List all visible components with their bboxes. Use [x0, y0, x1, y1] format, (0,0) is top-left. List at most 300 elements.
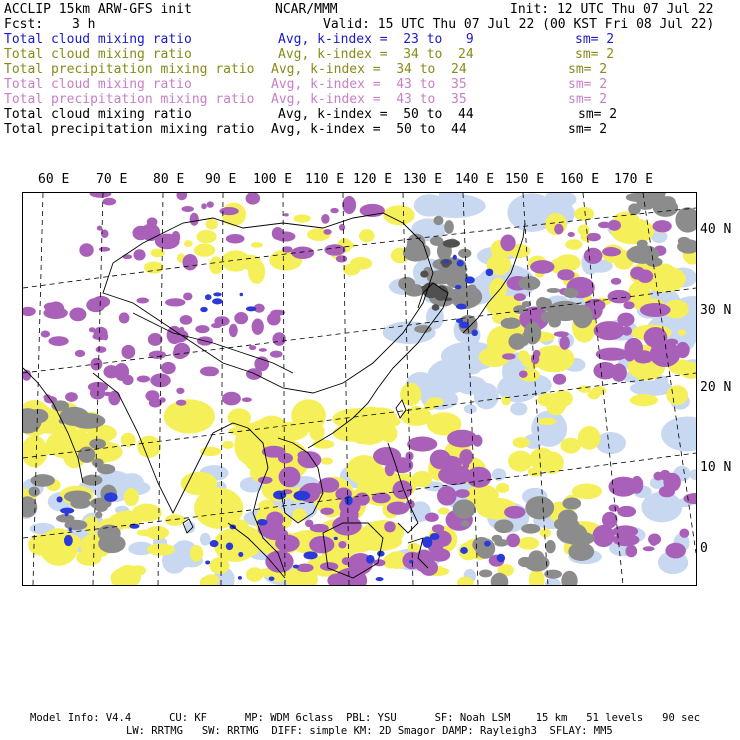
precip-mid — [234, 312, 248, 324]
precip-low — [518, 537, 539, 550]
precip-high — [501, 318, 521, 329]
precip-high — [646, 257, 663, 267]
precip-high — [513, 305, 526, 314]
cloud-upper — [366, 555, 375, 564]
precip-low — [508, 451, 533, 472]
precip-mid — [270, 351, 283, 358]
precip-mid — [500, 235, 515, 252]
precip-mid — [462, 460, 469, 469]
precip-core — [420, 271, 428, 278]
precip-low — [293, 214, 310, 222]
precip-mid — [136, 297, 148, 303]
precip-mid — [592, 525, 614, 547]
legend-avg: Avg, k-index = 23 to 9 — [278, 32, 474, 47]
precip-mid — [640, 303, 671, 317]
precip-low — [666, 385, 688, 405]
precip-mid — [339, 224, 345, 231]
precip-high — [82, 475, 103, 486]
precip-core — [432, 304, 440, 311]
precip-mid — [330, 208, 338, 213]
precip-high — [521, 524, 540, 534]
precip-high — [444, 220, 454, 234]
precip-mid — [649, 536, 658, 546]
precip-mid — [165, 298, 185, 306]
cloud-upper — [345, 495, 353, 505]
precip-low — [194, 244, 216, 257]
precip-mid — [421, 439, 435, 445]
model-info-line2: LW: RRTMG SW: RRTMG DIFF: simple KM: 2D Smagor DAMP: Rayleigh3 SFLAY: MM5 — [126, 725, 613, 737]
cloud-upper — [377, 551, 385, 557]
precip-mid — [114, 363, 129, 381]
cloud-upper — [293, 491, 310, 501]
longitude-label: 170 E — [614, 172, 654, 187]
precip-mid — [147, 217, 158, 226]
cloud-upper — [104, 492, 117, 502]
cloud-upper — [334, 537, 338, 540]
forecast-hour: 3 h — [72, 17, 96, 32]
precip-mid — [323, 229, 331, 235]
precip-low — [427, 397, 444, 406]
precip-mid — [266, 512, 284, 527]
precip-core — [443, 239, 460, 247]
cloud-upper — [212, 298, 223, 304]
precip-mid — [324, 244, 345, 255]
precip-low — [530, 448, 555, 471]
legend-avg: Avg, k-index = 50 to 44 — [278, 107, 474, 122]
precip-mid — [69, 308, 86, 322]
precip-low — [28, 534, 51, 555]
longitude-label: 140 E — [455, 172, 495, 187]
precip-mid — [554, 331, 569, 337]
precip-mid — [602, 512, 617, 529]
precip-mid — [596, 348, 629, 361]
precip-mid — [97, 226, 103, 231]
legend-field: Total precipitation mixing ratio — [4, 92, 255, 107]
longitude-label: 100 E — [253, 172, 293, 187]
cloud-upper — [210, 540, 219, 547]
precip-low — [343, 263, 360, 275]
precip-mid — [183, 292, 192, 300]
precip-mid — [617, 313, 634, 327]
legend-smoothing: sm= 2 — [575, 32, 615, 47]
precip-low — [222, 441, 234, 449]
precip-low — [176, 409, 189, 421]
precip-mid — [336, 255, 347, 262]
latitude-label: 0 — [700, 541, 708, 556]
precip-mid — [176, 400, 186, 406]
cloud-light — [419, 206, 436, 215]
precip-mid — [267, 312, 281, 325]
precip-mid — [593, 362, 617, 379]
precip-high — [564, 531, 594, 545]
precip-mid — [252, 319, 264, 335]
precip-mid — [222, 392, 241, 406]
precip-mid — [342, 557, 352, 565]
cloud-upper — [455, 285, 461, 289]
precip-low — [321, 457, 333, 464]
latitude-label: 30 N — [700, 303, 732, 318]
longitude-label: 70 E — [96, 172, 128, 187]
precip-mid — [249, 345, 256, 350]
precip-mid — [174, 343, 191, 358]
precip-mid — [149, 351, 166, 359]
cloud-light — [420, 371, 465, 392]
precip-mid — [384, 521, 395, 532]
precip-high — [518, 276, 540, 290]
cloud-light — [510, 402, 527, 415]
cloud-upper — [246, 306, 257, 311]
precip-high — [492, 535, 503, 542]
legend-avg: Avg, k-index = 34 to 24 — [278, 47, 474, 62]
latitude-label: 10 N — [700, 460, 732, 475]
precip-low — [190, 545, 203, 562]
precip-mid — [455, 489, 470, 498]
latitude-label: 20 N — [700, 380, 732, 395]
cloud-upper — [303, 551, 317, 559]
precip-high — [566, 519, 579, 528]
cloud-upper — [205, 294, 212, 300]
latitude-label: 40 N — [700, 222, 732, 237]
precip-high — [31, 474, 55, 487]
legend-field: Total precipitation mixing ratio — [4, 122, 255, 137]
precip-mid — [102, 198, 116, 206]
precip-low — [23, 435, 47, 467]
precip-mid — [340, 506, 359, 524]
precip-low — [578, 426, 601, 450]
map-panel — [22, 192, 697, 586]
precip-mid — [207, 201, 214, 207]
precip-mid — [258, 476, 273, 483]
init-time: Init: 12 UTC Thu 07 Jul 22 — [510, 2, 714, 17]
legend-smoothing: sm= 2 — [568, 92, 608, 107]
cloud-upper — [460, 547, 468, 554]
precip-mid — [41, 331, 50, 338]
precip-low — [630, 394, 658, 406]
precip-low — [196, 230, 216, 243]
precip-mid — [598, 222, 611, 229]
precip-high — [407, 284, 413, 292]
forecast-label: Fcst: — [4, 17, 44, 32]
longitude-label: 80 E — [153, 172, 185, 187]
precip-high — [637, 240, 648, 247]
cloud-light — [690, 469, 696, 480]
cloud-upper — [457, 260, 464, 267]
precip-mid — [96, 346, 107, 353]
precip-low — [578, 224, 590, 235]
longitude-label: 120 E — [353, 172, 393, 187]
longitude-label: 150 E — [505, 172, 545, 187]
precip-low — [408, 543, 421, 553]
precip-mid — [279, 467, 301, 488]
precip-high — [29, 486, 40, 496]
precip-low — [144, 261, 164, 273]
legend-field: Total cloud mixing ratio — [4, 107, 192, 122]
model-info-line1: Model Info: V4.4 CU: KF MP: WDM 6class PBL: YSU SF: Noah LSM 15 km 51 levels 90 sec — [30, 712, 701, 724]
legend-smoothing: sm= 2 — [568, 122, 608, 137]
precip-low — [251, 242, 263, 248]
precip-high — [572, 305, 593, 328]
organization: NCAR/MMM — [275, 2, 338, 17]
precip-mid — [99, 247, 110, 252]
precip-high — [545, 540, 555, 553]
precip-mid — [611, 278, 622, 285]
precip-high — [547, 288, 561, 293]
precip-mid — [531, 354, 539, 365]
precip-high — [433, 216, 443, 225]
precip-mid — [182, 206, 194, 212]
precip-mid — [554, 224, 563, 235]
precip-low — [540, 528, 551, 538]
precip-core — [443, 297, 452, 301]
precip-low — [146, 526, 169, 540]
precip-mid — [75, 350, 85, 357]
legend-smoothing: sm= 2 — [568, 77, 608, 92]
precip-mid — [613, 525, 639, 537]
precip-mid — [176, 388, 184, 394]
precip-mid — [676, 342, 690, 358]
precip-high — [458, 249, 471, 259]
precip-mid — [617, 506, 636, 517]
precip-mid — [560, 336, 570, 350]
precip-low — [234, 520, 249, 534]
precip-low — [209, 256, 223, 274]
precip-low — [574, 207, 594, 221]
precip-high — [529, 550, 545, 564]
precip-mid — [89, 327, 96, 332]
precip-mid — [679, 528, 689, 537]
legend-avg: Avg, k-index = 43 to 35 — [271, 77, 467, 92]
precip-mid — [435, 549, 441, 556]
precip-mid — [623, 301, 634, 309]
precip-mid — [190, 213, 199, 226]
legend-field: Total precipitation mixing ratio — [4, 62, 255, 77]
cloud-light — [200, 533, 211, 546]
precip-mid — [633, 350, 653, 363]
legend-avg: Avg, k-index = 34 to 24 — [271, 62, 467, 77]
precip-low — [565, 239, 582, 250]
precip-low — [209, 557, 229, 574]
precip-mid — [502, 353, 516, 359]
precip-mid — [602, 247, 619, 256]
precip-mid — [23, 307, 36, 316]
precip-mid — [338, 541, 346, 548]
precip-mid — [229, 324, 238, 338]
precip-high — [513, 338, 528, 347]
precip-high — [525, 496, 554, 519]
cloud-upper — [57, 496, 63, 502]
precip-mid — [155, 234, 180, 250]
precip-low — [668, 272, 682, 291]
cloud-upper — [453, 255, 457, 260]
legend-field: Total cloud mixing ratio — [4, 77, 192, 92]
precip-high — [95, 511, 102, 518]
precip-mid — [265, 550, 293, 572]
precip-mid — [652, 220, 671, 232]
precip-low — [381, 424, 398, 442]
cloud-upper — [484, 541, 491, 547]
run-title: ACCLIP 15km ARW-GFS init — [4, 2, 192, 17]
cloud-upper — [200, 307, 208, 312]
precip-mid — [309, 536, 334, 553]
precip-mid — [48, 336, 68, 346]
precip-mid — [665, 543, 686, 559]
precip-high — [561, 571, 577, 585]
precip-mid — [246, 193, 261, 205]
precip-mid — [587, 233, 601, 242]
precip-mid — [297, 451, 321, 468]
precip-mid — [278, 453, 293, 464]
cloud-upper — [456, 304, 467, 310]
precip-mid — [137, 375, 150, 382]
legend-smoothing: sm= 2 — [578, 107, 618, 122]
precip-mid — [148, 333, 163, 346]
precip-mid — [226, 234, 245, 244]
precip-high — [461, 520, 470, 527]
precip-mid — [631, 476, 644, 494]
precip-mid — [272, 227, 284, 240]
precip-mid — [43, 307, 67, 319]
precip-high — [64, 520, 87, 530]
precip-mid — [553, 374, 566, 385]
valid-time: Valid: 15 UTC Thu 07 Jul 22 (00 KST Fri 08 Jul 22) — [323, 17, 715, 32]
cloud-upper — [64, 535, 73, 546]
cloud-upper — [205, 560, 210, 564]
precip-mid — [608, 290, 631, 303]
precip-mid — [90, 193, 112, 198]
precip-mid — [321, 214, 329, 224]
cloud-upper — [213, 292, 221, 296]
precip-low — [147, 544, 175, 556]
precip-low — [537, 393, 557, 407]
cloud-upper — [238, 576, 242, 580]
precip-mid — [133, 249, 145, 260]
precip-mid — [92, 296, 110, 308]
precip-mid — [637, 270, 653, 283]
precip-mid — [660, 470, 671, 481]
precip-low — [518, 350, 529, 361]
precip-mid — [242, 397, 252, 402]
legend-smoothing: sm= 2 — [568, 62, 608, 77]
precip-mid — [557, 269, 574, 280]
precip-high — [678, 237, 691, 245]
cloud-light — [464, 404, 477, 414]
precip-mid — [93, 327, 107, 339]
precip-high — [450, 285, 482, 308]
precip-mid — [220, 207, 239, 215]
precip-high — [563, 288, 579, 298]
precip-mid — [320, 562, 338, 571]
precip-low — [235, 422, 289, 442]
precip-high — [453, 499, 476, 518]
precip-low — [184, 240, 193, 247]
cloud-upper — [293, 565, 299, 569]
cloud-upper — [238, 552, 243, 557]
precip-low — [150, 249, 164, 258]
legend-field: Total cloud mixing ratio — [4, 32, 192, 47]
precip-high — [562, 498, 581, 510]
legend-avg: Avg, k-index = 43 to 35 — [271, 92, 467, 107]
precip-mid — [432, 524, 444, 533]
precip-high — [92, 458, 104, 467]
precip-mid — [659, 486, 675, 497]
precip-mid — [644, 327, 668, 348]
precip-mid — [246, 368, 262, 380]
precip-high — [78, 447, 95, 463]
precip-high — [97, 525, 120, 543]
precip-low — [248, 259, 265, 284]
cloud-upper — [240, 293, 244, 296]
precip-mid — [514, 293, 526, 301]
precip-mid — [201, 203, 206, 209]
precip-mid — [622, 326, 633, 336]
precip-mid — [275, 535, 300, 552]
precip-low — [309, 423, 324, 441]
precip-mid — [665, 339, 678, 346]
precip-mid — [627, 548, 636, 554]
cloud-upper — [471, 329, 478, 336]
precip-low — [206, 219, 218, 230]
precip-low — [246, 567, 263, 581]
precip-mid — [519, 370, 528, 377]
precip-low — [124, 488, 139, 506]
precip-mid — [121, 345, 135, 359]
precip-mid — [504, 506, 525, 519]
precip-high — [628, 203, 641, 215]
legend-smoothing: sm= 2 — [575, 47, 615, 62]
cloud-upper — [269, 576, 275, 580]
cloud-upper — [65, 512, 69, 516]
cloud-upper — [497, 554, 505, 563]
precip-high — [628, 249, 645, 257]
precip-low — [513, 437, 530, 448]
cloud-upper — [226, 542, 233, 550]
precip-low — [359, 229, 375, 242]
legend-avg: Avg, k-index = 50 to 44 — [271, 122, 467, 137]
precip-low — [588, 390, 601, 399]
precip-low — [438, 508, 450, 515]
precip-mid — [320, 508, 334, 515]
precip-low — [496, 483, 509, 493]
precip-mid — [176, 193, 187, 200]
precip-low — [560, 438, 581, 454]
cloud-upper — [376, 577, 384, 581]
precip-mid — [437, 486, 457, 506]
cloud-upper — [422, 536, 432, 548]
precip-mid — [182, 254, 197, 270]
precip-low — [678, 329, 686, 335]
precip-mid — [122, 254, 132, 259]
legend-field: Total cloud mixing ratio — [4, 47, 192, 62]
precip-high — [64, 490, 91, 502]
longitude-label: 110 E — [305, 172, 345, 187]
precip-high — [541, 312, 552, 323]
precip-mid — [79, 243, 93, 257]
precip-mid — [342, 196, 356, 214]
precip-mid — [506, 533, 520, 547]
precip-mid — [145, 390, 159, 401]
longitude-label: 60 E — [38, 172, 70, 187]
precip-high — [89, 439, 106, 449]
precip-mid — [132, 226, 148, 241]
longitude-label: 130 E — [403, 172, 443, 187]
longitude-label: 160 E — [560, 172, 600, 187]
precip-mid — [425, 513, 439, 522]
precip-mid — [305, 520, 313, 528]
precip-mid — [355, 493, 370, 506]
precip-mid — [530, 260, 554, 274]
precip-mid — [180, 315, 193, 325]
precip-low — [130, 565, 146, 575]
